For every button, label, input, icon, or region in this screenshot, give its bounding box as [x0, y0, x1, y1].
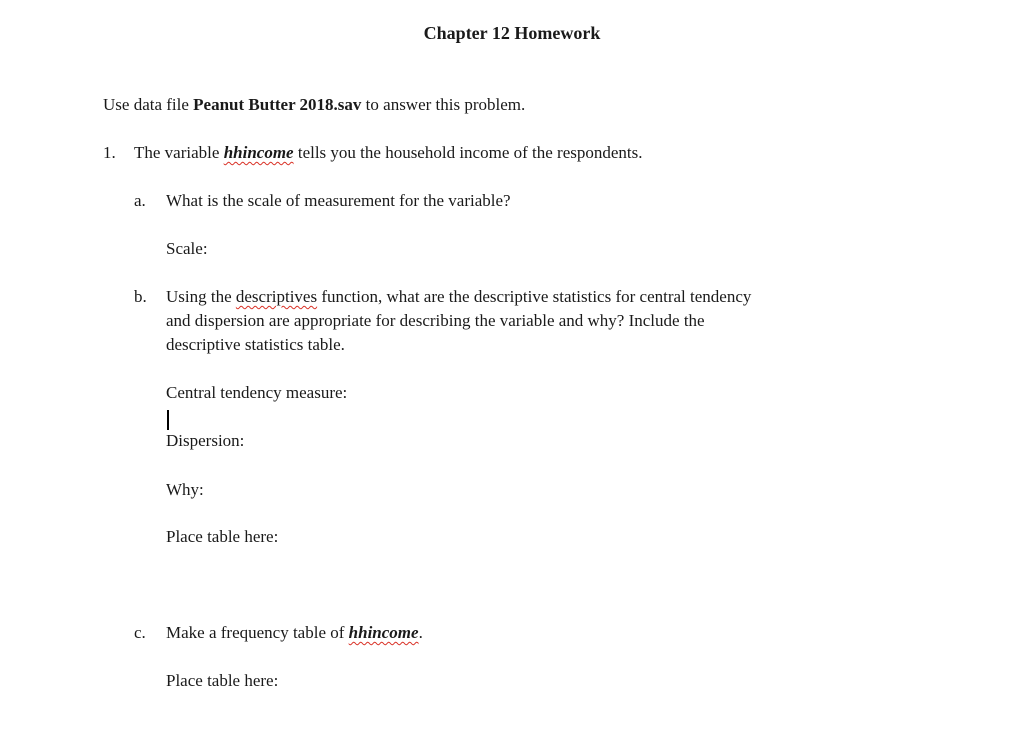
question-b-marker: b.	[134, 287, 147, 306]
qb-line1-suffix: function, what are the descriptive statistics for central tendency	[317, 287, 752, 306]
question-1-number: 1.	[103, 143, 116, 162]
table-placeholder-c: Place table here:	[166, 671, 279, 690]
question-c-text	[166, 621, 423, 645]
central-tendency-label: Central tendency measure:	[166, 383, 348, 402]
question-b-line-3: descriptive statistics table.	[166, 335, 345, 354]
question-b-line-2: and dispersion are appropriate for describing the variable and why? Include the	[166, 311, 705, 330]
variable-hhincome: hhincome	[223, 143, 294, 162]
qb-prefix: Using the	[166, 287, 236, 306]
intro-prefix: Use data file	[103, 95, 194, 114]
text-cursor[interactable]	[167, 410, 169, 430]
question-b-line-1	[166, 285, 751, 309]
question-a-marker: a.	[134, 191, 146, 210]
question-c-marker: c.	[134, 623, 146, 642]
variable-hhincome-c: hhincome	[348, 623, 419, 642]
table-placeholder-b: Place table here:	[166, 527, 279, 546]
question-a-text: What is the scale of measurement for the variable?	[166, 191, 511, 210]
data-file-name: Peanut Butter 2018.sav	[193, 95, 362, 114]
intro-suffix: to answer this problem.	[361, 95, 526, 114]
intro-paragraph	[103, 93, 525, 117]
function-descriptives: descriptives	[235, 287, 318, 306]
qc-prefix: Make a frequency table of	[166, 623, 349, 642]
qc-suffix: .	[418, 623, 423, 642]
why-label: Why:	[166, 480, 204, 499]
scale-answer-label: Scale:	[166, 239, 208, 258]
q1-suffix: tells you the household income of the respondents.	[293, 143, 643, 162]
question-1-text	[134, 141, 643, 165]
dispersion-label: Dispersion:	[166, 431, 245, 450]
page-title: Chapter 12 Homework	[423, 23, 601, 43]
q1-prefix: The variable	[134, 143, 224, 162]
